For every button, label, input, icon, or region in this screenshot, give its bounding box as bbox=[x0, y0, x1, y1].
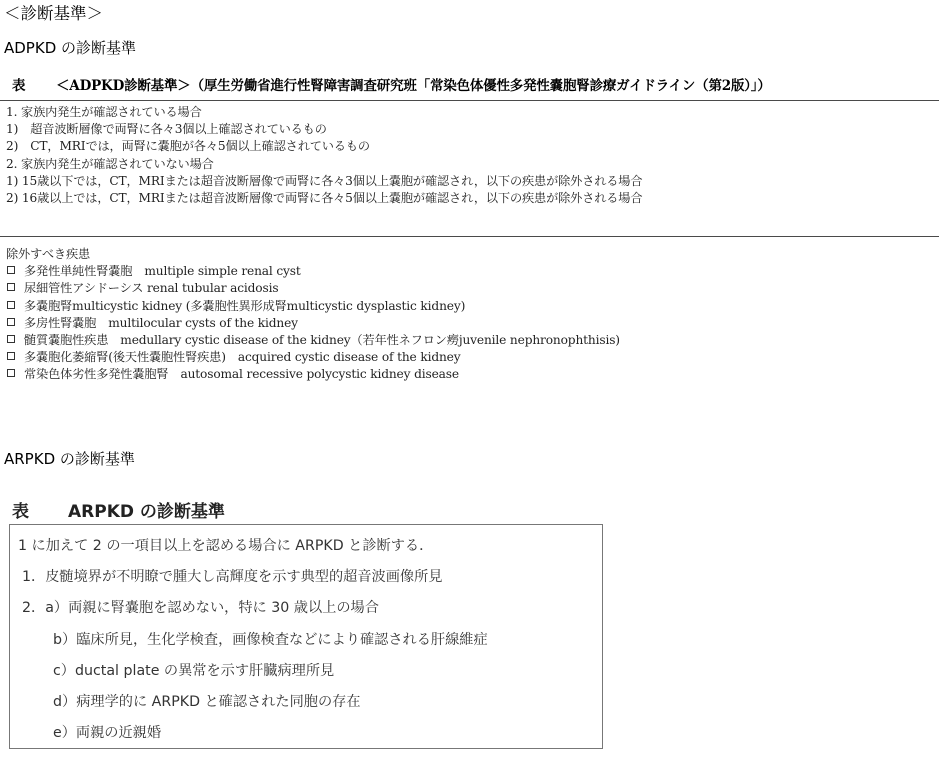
table-top-rule bbox=[0, 100, 939, 101]
arpkd-line: d）病理学的に ARPKD と確認された同胞の存在 bbox=[53, 694, 361, 710]
checkbox-square-icon bbox=[7, 266, 15, 274]
arpkd-line: c）ductal plate の異常を示す肝臓病理所見 bbox=[53, 663, 335, 679]
arpkd-line: b）臨床所見，生化学検査，画像検査などにより確認される肝線維症 bbox=[53, 632, 488, 648]
criteria-line: 1) 15歳以下では，CT，MRIまたは超音波断層像で両腎に各々3個以上嚢胞が確認され，以下の疾患が除外される場合 bbox=[6, 173, 643, 188]
arpkd-line: e）両親の近親婚 bbox=[53, 725, 162, 741]
exclusion-item: 尿細管性アシドーシス renal tubular acidosis bbox=[6, 280, 620, 297]
exclusion-item: 多発性単純性腎嚢胞 multiple simple renal cyst bbox=[6, 263, 620, 280]
checkbox-square-icon bbox=[7, 352, 15, 360]
exclusion-item: 多嚢胞腎multicystic kidney (多嚢胞性異形成腎multicystic dysplastic kidney) bbox=[6, 298, 620, 315]
arpkd-line: 2．a）両親に腎嚢胞を認めない，特に 30 歳以上の場合 bbox=[22, 600, 379, 616]
criteria-line: 2) CT，MRIでは，両腎に嚢胞が各々5個以上確認されているもの bbox=[6, 139, 370, 154]
adpkd-criteria-list bbox=[6, 104, 642, 207]
exclusion-item: 多嚢胞化萎縮腎(後天性嚢胞性腎疾患) acquired cystic disease of the kidney bbox=[6, 349, 620, 366]
arpkd-line: 1．皮髄境界が不明瞭で腫大し高輝度を示す典型的超音波画像所見 bbox=[22, 569, 443, 585]
page-title: ＜診断基準＞ bbox=[4, 4, 103, 23]
arpkd-criteria-box bbox=[9, 524, 603, 749]
checkbox-square-icon bbox=[7, 369, 15, 377]
exclusion-item: 多房性腎嚢胞 multilocular cysts of the kidney bbox=[6, 315, 620, 332]
checkbox-square-icon bbox=[7, 335, 15, 343]
checkbox-square-icon bbox=[7, 283, 15, 291]
adpkd-table-caption bbox=[12, 74, 771, 94]
table-divider-rule bbox=[0, 236, 939, 237]
criteria-line: 2) 16歳以上では，CT，MRIまたは超音波断層像で両腎に各々5個以上嚢胞が確認され，以下の疾患が除外される場合 bbox=[6, 191, 643, 206]
criteria-line: 1. 家族内発生が確認されている場合 bbox=[6, 105, 202, 119]
adpkd-heading: ADPKD の診断基準 bbox=[4, 39, 137, 57]
checkbox-square-icon bbox=[7, 301, 15, 309]
adpkd-table-label: 表 bbox=[12, 78, 26, 94]
arpkd-table-caption bbox=[12, 497, 225, 522]
exclusion-item: 髄質嚢胞性疾患 medullary cystic disease of the kidney（若年性ネフロン癆juvenile nephronophthisis) bbox=[6, 332, 620, 349]
criteria-line: 2. 家族内発生が確認されていない場合 bbox=[6, 156, 214, 171]
checkbox-square-icon bbox=[7, 318, 15, 326]
exclusion-title: 除外すべき疾患 bbox=[6, 247, 91, 261]
exclusion-list bbox=[6, 246, 620, 384]
arpkd-table-title: ARPKD の診断基準 bbox=[68, 502, 225, 522]
adpkd-table-title: ＜ADPKD診断基準＞（厚生労働省進行性腎障害調査研究班「常染色体優性多発性嚢胞腎診療ガイドライン（第2版）」） bbox=[56, 78, 771, 94]
criteria-line: 1) 超音波断層像で両腎に各々3個以上確認されているもの bbox=[6, 122, 327, 137]
arpkd-line: 1 に加えて 2 の一項目以上を認める場合に ARPKD と診断する． bbox=[18, 538, 434, 554]
arpkd-heading: ARPKD の診断基準 bbox=[4, 450, 135, 468]
exclusion-item: 常染色体劣性多発性嚢胞腎 autosomal recessive polycystic kidney disease bbox=[6, 366, 620, 383]
arpkd-table-label: 表 bbox=[12, 502, 29, 522]
